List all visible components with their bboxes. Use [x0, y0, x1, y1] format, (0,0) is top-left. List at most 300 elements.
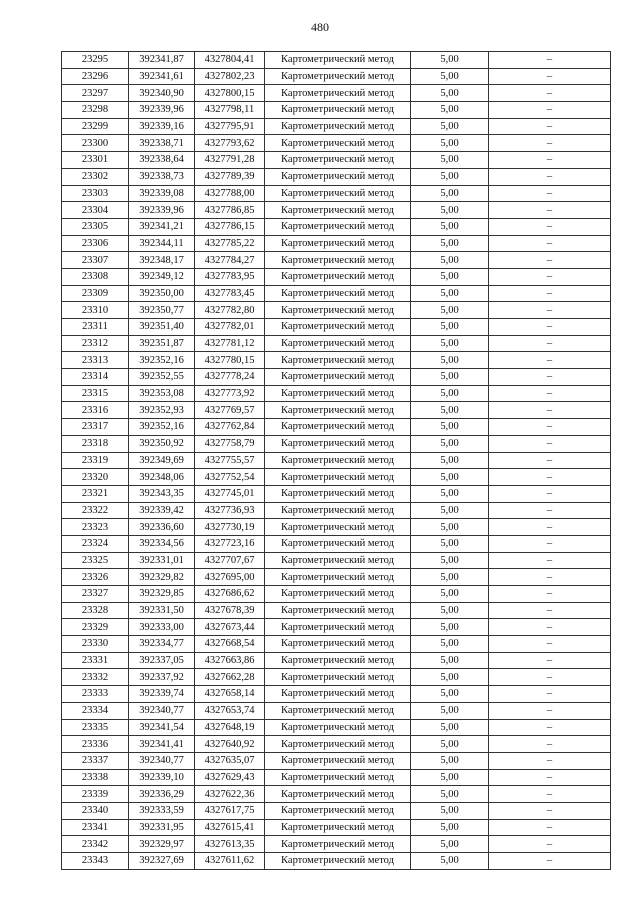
description-cell: –: [489, 369, 611, 386]
point-number-cell: 23306: [62, 235, 129, 252]
table-row: [62, 319, 611, 336]
table-row: [62, 435, 611, 452]
x-coordinate-cell: 392351,87: [129, 335, 195, 352]
point-number-cell: 23331: [62, 652, 129, 669]
description-cell: –: [489, 502, 611, 519]
y-coordinate-cell: 4327678,39: [195, 602, 265, 619]
description-cell: –: [489, 385, 611, 402]
accuracy-cell: 5,00: [411, 252, 489, 269]
table-row: [62, 202, 611, 219]
table-row: [62, 85, 611, 102]
x-coordinate-cell: 392339,08: [129, 185, 195, 202]
x-coordinate-cell: 392337,92: [129, 669, 195, 686]
x-coordinate-cell: 392340,77: [129, 702, 195, 719]
point-number-cell: 23298: [62, 102, 129, 119]
y-coordinate-cell: 4327635,07: [195, 752, 265, 769]
description-cell: –: [489, 252, 611, 269]
method-cell: Картометрический метод: [265, 319, 411, 336]
x-coordinate-cell: 392334,56: [129, 535, 195, 552]
method-cell: Картометрический метод: [265, 419, 411, 436]
method-cell: Картометрический метод: [265, 686, 411, 703]
y-coordinate-cell: 4327804,41: [195, 52, 265, 69]
x-coordinate-cell: 392352,16: [129, 419, 195, 436]
method-cell: Картометрический метод: [265, 135, 411, 152]
point-number-cell: 23324: [62, 535, 129, 552]
point-number-cell: 23312: [62, 335, 129, 352]
y-coordinate-cell: 4327802,23: [195, 68, 265, 85]
x-coordinate-cell: 392350,00: [129, 285, 195, 302]
point-number-cell: 23299: [62, 118, 129, 135]
point-number-cell: 23319: [62, 452, 129, 469]
accuracy-cell: 5,00: [411, 419, 489, 436]
y-coordinate-cell: 4327648,19: [195, 719, 265, 736]
accuracy-cell: 5,00: [411, 102, 489, 119]
x-coordinate-cell: 392339,42: [129, 502, 195, 519]
point-number-cell: 23300: [62, 135, 129, 152]
y-coordinate-cell: 4327707,67: [195, 552, 265, 569]
accuracy-cell: 5,00: [411, 602, 489, 619]
x-coordinate-cell: 392340,90: [129, 85, 195, 102]
y-coordinate-cell: 4327798,11: [195, 102, 265, 119]
method-cell: Картометрический метод: [265, 202, 411, 219]
method-cell: Картометрический метод: [265, 218, 411, 235]
description-cell: –: [489, 535, 611, 552]
method-cell: Картометрический метод: [265, 352, 411, 369]
accuracy-cell: 5,00: [411, 168, 489, 185]
description-cell: –: [489, 702, 611, 719]
y-coordinate-cell: 4327662,28: [195, 669, 265, 686]
description-cell: –: [489, 419, 611, 436]
point-number-cell: 23305: [62, 218, 129, 235]
method-cell: Картометрический метод: [265, 552, 411, 569]
accuracy-cell: 5,00: [411, 502, 489, 519]
point-number-cell: 23326: [62, 569, 129, 586]
point-number-cell: 23342: [62, 836, 129, 853]
table-row: [62, 369, 611, 386]
y-coordinate-cell: 4327786,85: [195, 202, 265, 219]
y-coordinate-cell: 4327784,27: [195, 252, 265, 269]
table-row: [62, 102, 611, 119]
method-cell: Картометрический метод: [265, 569, 411, 586]
x-coordinate-cell: 392331,01: [129, 552, 195, 569]
y-coordinate-cell: 4327780,15: [195, 352, 265, 369]
y-coordinate-cell: 4327785,22: [195, 235, 265, 252]
y-coordinate-cell: 4327686,62: [195, 586, 265, 603]
method-cell: Картометрический метод: [265, 252, 411, 269]
y-coordinate-cell: 4327640,92: [195, 736, 265, 753]
method-cell: Картометрический метод: [265, 719, 411, 736]
table-row: [62, 686, 611, 703]
coordinates-table-body: [62, 52, 611, 870]
y-coordinate-cell: 4327789,39: [195, 168, 265, 185]
description-cell: –: [489, 736, 611, 753]
x-coordinate-cell: 392337,05: [129, 652, 195, 669]
accuracy-cell: 5,00: [411, 786, 489, 803]
description-cell: –: [489, 319, 611, 336]
table-row: [62, 335, 611, 352]
x-coordinate-cell: 392341,61: [129, 68, 195, 85]
table-row: [62, 118, 611, 135]
method-cell: Картометрический метод: [265, 619, 411, 636]
point-number-cell: 23302: [62, 168, 129, 185]
accuracy-cell: 5,00: [411, 469, 489, 486]
point-number-cell: 23339: [62, 786, 129, 803]
accuracy-cell: 5,00: [411, 352, 489, 369]
table-row: [62, 819, 611, 836]
description-cell: –: [489, 202, 611, 219]
description-cell: –: [489, 836, 611, 853]
y-coordinate-cell: 4327658,14: [195, 686, 265, 703]
method-cell: Картометрический метод: [265, 652, 411, 669]
accuracy-cell: 5,00: [411, 802, 489, 819]
table-row: [62, 52, 611, 69]
table-row: [62, 68, 611, 85]
table-row: [62, 502, 611, 519]
table-row: [62, 452, 611, 469]
point-number-cell: 23314: [62, 369, 129, 386]
description-cell: –: [489, 819, 611, 836]
description-cell: –: [489, 302, 611, 319]
accuracy-cell: 5,00: [411, 385, 489, 402]
accuracy-cell: 5,00: [411, 52, 489, 69]
point-number-cell: 23304: [62, 202, 129, 219]
y-coordinate-cell: 4327736,93: [195, 502, 265, 519]
point-number-cell: 23328: [62, 602, 129, 619]
point-number-cell: 23296: [62, 68, 129, 85]
method-cell: Картометрический метод: [265, 819, 411, 836]
point-number-cell: 23335: [62, 719, 129, 736]
accuracy-cell: 5,00: [411, 485, 489, 502]
accuracy-cell: 5,00: [411, 202, 489, 219]
accuracy-cell: 5,00: [411, 736, 489, 753]
y-coordinate-cell: 4327615,41: [195, 819, 265, 836]
accuracy-cell: 5,00: [411, 68, 489, 85]
y-coordinate-cell: 4327695,00: [195, 569, 265, 586]
table-row: [62, 135, 611, 152]
y-coordinate-cell: 4327786,15: [195, 218, 265, 235]
table-row: [62, 636, 611, 653]
table-row: [62, 168, 611, 185]
page-number: 480: [311, 20, 329, 34]
table-row: [62, 352, 611, 369]
x-coordinate-cell: 392351,40: [129, 319, 195, 336]
method-cell: Картометрический метод: [265, 452, 411, 469]
point-number-cell: 23334: [62, 702, 129, 719]
x-coordinate-cell: 392333,59: [129, 802, 195, 819]
accuracy-cell: 5,00: [411, 402, 489, 419]
description-cell: –: [489, 552, 611, 569]
description-cell: –: [489, 853, 611, 870]
accuracy-cell: 5,00: [411, 519, 489, 536]
point-number-cell: 23325: [62, 552, 129, 569]
accuracy-cell: 5,00: [411, 836, 489, 853]
table-row: [62, 853, 611, 870]
method-cell: Картометрический метод: [265, 469, 411, 486]
description-cell: –: [489, 519, 611, 536]
method-cell: Картометрический метод: [265, 369, 411, 386]
accuracy-cell: 5,00: [411, 552, 489, 569]
accuracy-cell: 5,00: [411, 369, 489, 386]
x-coordinate-cell: 392350,92: [129, 435, 195, 452]
point-number-cell: 23313: [62, 352, 129, 369]
method-cell: Картометрический метод: [265, 636, 411, 653]
accuracy-cell: 5,00: [411, 135, 489, 152]
method-cell: Картометрический метод: [265, 52, 411, 69]
method-cell: Картометрический метод: [265, 736, 411, 753]
table-row: [62, 302, 611, 319]
x-coordinate-cell: 392352,16: [129, 352, 195, 369]
method-cell: Картометрический метод: [265, 669, 411, 686]
description-cell: –: [489, 402, 611, 419]
description-cell: –: [489, 235, 611, 252]
method-cell: Картометрический метод: [265, 68, 411, 85]
y-coordinate-cell: 4327668,54: [195, 636, 265, 653]
table-row: [62, 619, 611, 636]
method-cell: Картометрический метод: [265, 702, 411, 719]
accuracy-cell: 5,00: [411, 702, 489, 719]
description-cell: –: [489, 52, 611, 69]
point-number-cell: 23332: [62, 669, 129, 686]
table-row: [62, 769, 611, 786]
description-cell: –: [489, 469, 611, 486]
method-cell: Картометрический метод: [265, 752, 411, 769]
method-cell: Картометрический метод: [265, 152, 411, 169]
y-coordinate-cell: 4327778,24: [195, 369, 265, 386]
point-number-cell: 23301: [62, 152, 129, 169]
point-number-cell: 23295: [62, 52, 129, 69]
x-coordinate-cell: 392341,41: [129, 736, 195, 753]
table-row: [62, 719, 611, 736]
accuracy-cell: 5,00: [411, 235, 489, 252]
x-coordinate-cell: 392341,87: [129, 52, 195, 69]
point-number-cell: 23337: [62, 752, 129, 769]
table-row: [62, 152, 611, 169]
y-coordinate-cell: 4327793,62: [195, 135, 265, 152]
description-cell: –: [489, 485, 611, 502]
y-coordinate-cell: 4327673,44: [195, 619, 265, 636]
accuracy-cell: 5,00: [411, 452, 489, 469]
y-coordinate-cell: 4327782,01: [195, 319, 265, 336]
method-cell: Картометрический метод: [265, 285, 411, 302]
method-cell: Картометрический метод: [265, 602, 411, 619]
description-cell: –: [489, 352, 611, 369]
point-number-cell: 23311: [62, 319, 129, 336]
description-cell: –: [489, 669, 611, 686]
y-coordinate-cell: 4327617,75: [195, 802, 265, 819]
y-coordinate-cell: 4327752,54: [195, 469, 265, 486]
x-coordinate-cell: 392329,85: [129, 586, 195, 603]
y-coordinate-cell: 4327769,57: [195, 402, 265, 419]
y-coordinate-cell: 4327723,16: [195, 535, 265, 552]
description-cell: –: [489, 335, 611, 352]
accuracy-cell: 5,00: [411, 853, 489, 870]
x-coordinate-cell: 392341,21: [129, 218, 195, 235]
method-cell: Картометрический метод: [265, 836, 411, 853]
description-cell: –: [489, 118, 611, 135]
point-number-cell: 23316: [62, 402, 129, 419]
x-coordinate-cell: 392349,69: [129, 452, 195, 469]
y-coordinate-cell: 4327781,12: [195, 335, 265, 352]
description-cell: –: [489, 569, 611, 586]
y-coordinate-cell: 4327773,92: [195, 385, 265, 402]
y-coordinate-cell: 4327755,57: [195, 452, 265, 469]
table-row: [62, 185, 611, 202]
description-cell: –: [489, 168, 611, 185]
point-number-cell: 23309: [62, 285, 129, 302]
accuracy-cell: 5,00: [411, 652, 489, 669]
x-coordinate-cell: 392343,35: [129, 485, 195, 502]
accuracy-cell: 5,00: [411, 719, 489, 736]
description-cell: –: [489, 135, 611, 152]
point-number-cell: 23297: [62, 85, 129, 102]
point-number-cell: 23322: [62, 502, 129, 519]
y-coordinate-cell: 4327745,01: [195, 485, 265, 502]
point-number-cell: 23329: [62, 619, 129, 636]
y-coordinate-cell: 4327730,19: [195, 519, 265, 536]
point-number-cell: 23333: [62, 686, 129, 703]
point-number-cell: 23317: [62, 419, 129, 436]
method-cell: Картометрический метод: [265, 385, 411, 402]
accuracy-cell: 5,00: [411, 435, 489, 452]
method-cell: Картометрический метод: [265, 786, 411, 803]
accuracy-cell: 5,00: [411, 619, 489, 636]
method-cell: Картометрический метод: [265, 769, 411, 786]
y-coordinate-cell: 4327611,62: [195, 853, 265, 870]
point-number-cell: 23318: [62, 435, 129, 452]
x-coordinate-cell: 392340,77: [129, 752, 195, 769]
method-cell: Картометрический метод: [265, 519, 411, 536]
accuracy-cell: 5,00: [411, 586, 489, 603]
accuracy-cell: 5,00: [411, 769, 489, 786]
method-cell: Картометрический метод: [265, 485, 411, 502]
method-cell: Картометрический метод: [265, 335, 411, 352]
method-cell: Картометрический метод: [265, 535, 411, 552]
accuracy-cell: 5,00: [411, 752, 489, 769]
point-number-cell: 23330: [62, 636, 129, 653]
y-coordinate-cell: 4327795,91: [195, 118, 265, 135]
table-row: [62, 586, 611, 603]
x-coordinate-cell: 392339,96: [129, 202, 195, 219]
y-coordinate-cell: 4327783,45: [195, 285, 265, 302]
x-coordinate-cell: 392353,08: [129, 385, 195, 402]
method-cell: Картометрический метод: [265, 586, 411, 603]
x-coordinate-cell: 392341,54: [129, 719, 195, 736]
accuracy-cell: 5,00: [411, 185, 489, 202]
table-row: [62, 385, 611, 402]
point-number-cell: 23303: [62, 185, 129, 202]
method-cell: Картометрический метод: [265, 435, 411, 452]
table-row: [62, 836, 611, 853]
accuracy-cell: 5,00: [411, 85, 489, 102]
table-row: [62, 218, 611, 235]
description-cell: –: [489, 102, 611, 119]
accuracy-cell: 5,00: [411, 335, 489, 352]
description-cell: –: [489, 185, 611, 202]
table-row: [62, 419, 611, 436]
description-cell: –: [489, 719, 611, 736]
point-number-cell: 23307: [62, 252, 129, 269]
accuracy-cell: 5,00: [411, 268, 489, 285]
x-coordinate-cell: 392336,29: [129, 786, 195, 803]
accuracy-cell: 5,00: [411, 535, 489, 552]
point-number-cell: 23320: [62, 469, 129, 486]
x-coordinate-cell: 392333,00: [129, 619, 195, 636]
description-cell: –: [489, 268, 611, 285]
description-cell: –: [489, 752, 611, 769]
table-row: [62, 652, 611, 669]
accuracy-cell: 5,00: [411, 569, 489, 586]
accuracy-cell: 5,00: [411, 118, 489, 135]
table-row: [62, 552, 611, 569]
x-coordinate-cell: 392336,60: [129, 519, 195, 536]
accuracy-cell: 5,00: [411, 152, 489, 169]
y-coordinate-cell: 4327788,00: [195, 185, 265, 202]
x-coordinate-cell: 392349,12: [129, 268, 195, 285]
description-cell: –: [489, 636, 611, 653]
point-number-cell: 23341: [62, 819, 129, 836]
y-coordinate-cell: 4327758,79: [195, 435, 265, 452]
table-row: [62, 519, 611, 536]
x-coordinate-cell: 392338,71: [129, 135, 195, 152]
y-coordinate-cell: 4327613,35: [195, 836, 265, 853]
point-number-cell: 23321: [62, 485, 129, 502]
y-coordinate-cell: 4327782,80: [195, 302, 265, 319]
x-coordinate-cell: 392339,16: [129, 118, 195, 135]
y-coordinate-cell: 4327762,84: [195, 419, 265, 436]
x-coordinate-cell: 392339,96: [129, 102, 195, 119]
x-coordinate-cell: 392344,11: [129, 235, 195, 252]
y-coordinate-cell: 4327653,74: [195, 702, 265, 719]
y-coordinate-cell: 4327629,43: [195, 769, 265, 786]
x-coordinate-cell: 392348,17: [129, 252, 195, 269]
method-cell: Картометрический метод: [265, 402, 411, 419]
accuracy-cell: 5,00: [411, 686, 489, 703]
x-coordinate-cell: 392339,74: [129, 686, 195, 703]
x-coordinate-cell: 392334,77: [129, 636, 195, 653]
table-row: [62, 569, 611, 586]
point-number-cell: 23343: [62, 853, 129, 870]
point-number-cell: 23336: [62, 736, 129, 753]
x-coordinate-cell: 392338,73: [129, 168, 195, 185]
point-number-cell: 23340: [62, 802, 129, 819]
method-cell: Картометрический метод: [265, 302, 411, 319]
description-cell: –: [489, 152, 611, 169]
y-coordinate-cell: 4327783,95: [195, 268, 265, 285]
description-cell: –: [489, 85, 611, 102]
y-coordinate-cell: 4327622,36: [195, 786, 265, 803]
description-cell: –: [489, 602, 611, 619]
x-coordinate-cell: 392350,77: [129, 302, 195, 319]
x-coordinate-cell: 392331,95: [129, 819, 195, 836]
table-row: [62, 268, 611, 285]
method-cell: Картометрический метод: [265, 235, 411, 252]
accuracy-cell: 5,00: [411, 819, 489, 836]
point-number-cell: 23315: [62, 385, 129, 402]
point-number-cell: 23310: [62, 302, 129, 319]
table-row: [62, 235, 611, 252]
description-cell: –: [489, 218, 611, 235]
description-cell: –: [489, 285, 611, 302]
table-row: [62, 802, 611, 819]
accuracy-cell: 5,00: [411, 285, 489, 302]
description-cell: –: [489, 619, 611, 636]
method-cell: Картометрический метод: [265, 85, 411, 102]
point-number-cell: 23338: [62, 769, 129, 786]
description-cell: –: [489, 802, 611, 819]
description-cell: –: [489, 786, 611, 803]
method-cell: Картометрический метод: [265, 102, 411, 119]
description-cell: –: [489, 68, 611, 85]
